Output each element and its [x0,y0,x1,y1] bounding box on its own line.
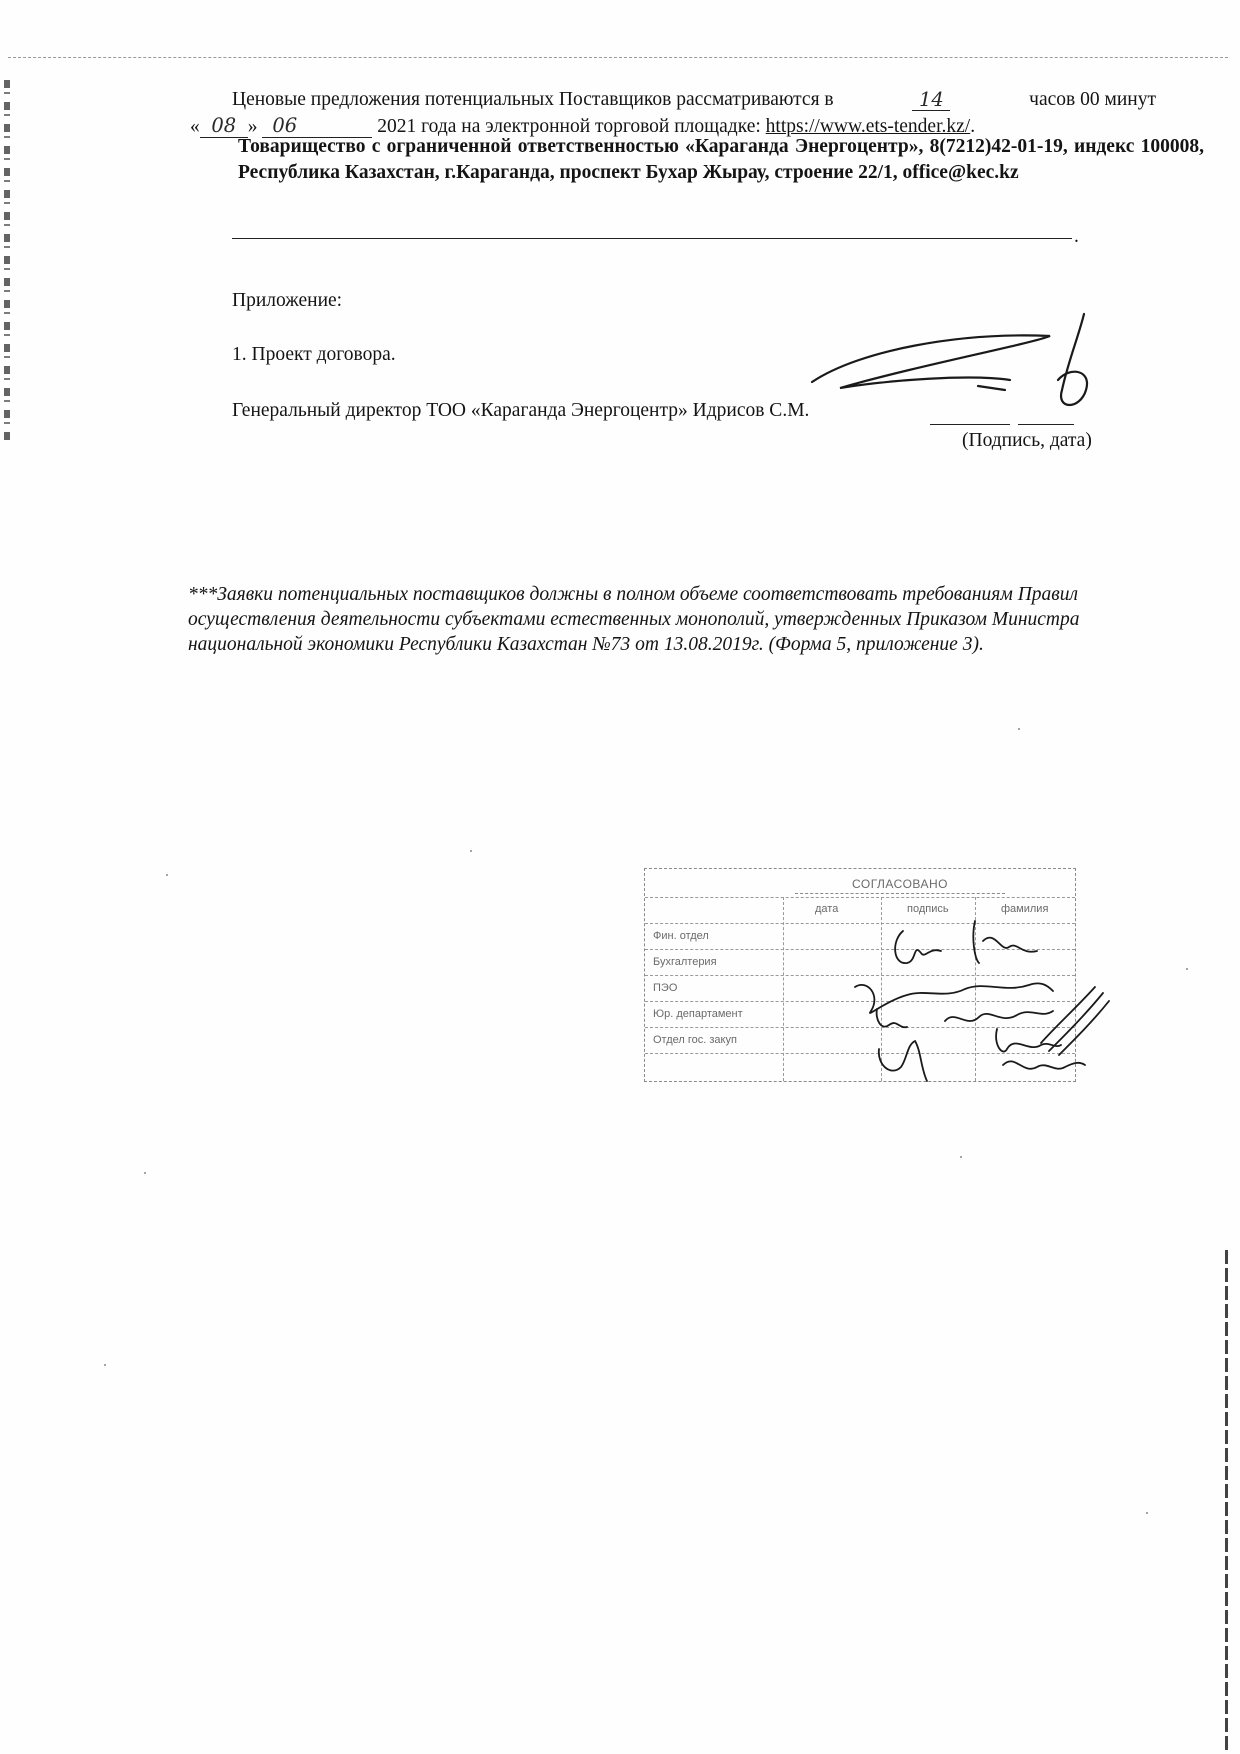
approval-col-surname: фамилия [1001,903,1049,915]
approval-col-signature: подпись [907,903,949,915]
approval-row-label: Отдел гос. закуп [653,1034,737,1046]
scan-speck [1146,1512,1148,1514]
director-line: Генеральный директор ТОО «Караганда Энергоцентр» Идрисов С.М. [232,400,810,421]
approval-signatures [645,869,1115,1089]
scan-right-edge [1225,1250,1228,1750]
appendix-title: Приложение: [232,290,343,311]
scan-speck [470,850,472,852]
company-details: Товарищество с ограниченной ответственностью «Караганда Энергоцентр», 8(7212)42-01-19, индекс 100008, Республика Казахстан, г.Караганда, проспект Бухар Жырау, строение 22/1, office@kec.kz [238,136,1204,183]
scan-left-edge [4,80,10,440]
review-month: 06 [262,114,372,138]
blank-underline [232,238,1072,239]
scan-speck [1186,968,1188,970]
url-end: . [970,116,976,137]
open-quote: « [190,116,200,137]
review-text-left: Ценовые предложения потенциальных Поставщиков рассматриваются в [232,89,834,110]
blank-end: . [1074,226,1079,247]
approval-row-label: Бухгалтерия [653,956,717,968]
scan-speck [104,1364,106,1366]
review-text-right: часов 00 минут [1029,89,1156,110]
approval-stamp [644,868,1076,1082]
scan-top-border [8,57,1228,58]
review-hour: 14 [912,90,950,111]
scan-speck [166,874,168,876]
approval-row-label: Юр. департамент [653,1008,743,1020]
scan-speck [144,1172,146,1174]
approval-title: СОГЛАСОВАНО [795,877,1005,894]
scan-speck [1018,728,1020,730]
approval-col-date: дата [815,903,839,915]
tender-url-link[interactable]: https://www.ets-tender.kz/ [765,116,971,137]
review-time-line [232,90,1156,111]
signature-blank [930,424,1010,425]
close-quote: » [247,116,258,137]
appendix-item: 1. Проект договора. [232,344,396,365]
review-year-text: 2021 года на электронной торговой площадке: [377,116,761,137]
approval-row-label: Фин. отдел [653,930,709,942]
scan-speck [960,1156,962,1158]
director-signature [800,310,1100,420]
signature-caption: (Подпись, дата) [962,430,1092,451]
requirements-note: ***Заявки потенциальных поставщиков должны в полном объеме соответствовать требованиям Правил осуществления деятельности субъектами естественных монополий, утвержденных Приказом Министра национальной экономики Республики Казахстан №73 от 13.08.2019г. (Форма 5, приложение 3). [188,584,1080,655]
approval-row-label: ПЭО [653,982,678,994]
review-day: 08 [200,114,248,138]
date-blank [1018,424,1074,425]
